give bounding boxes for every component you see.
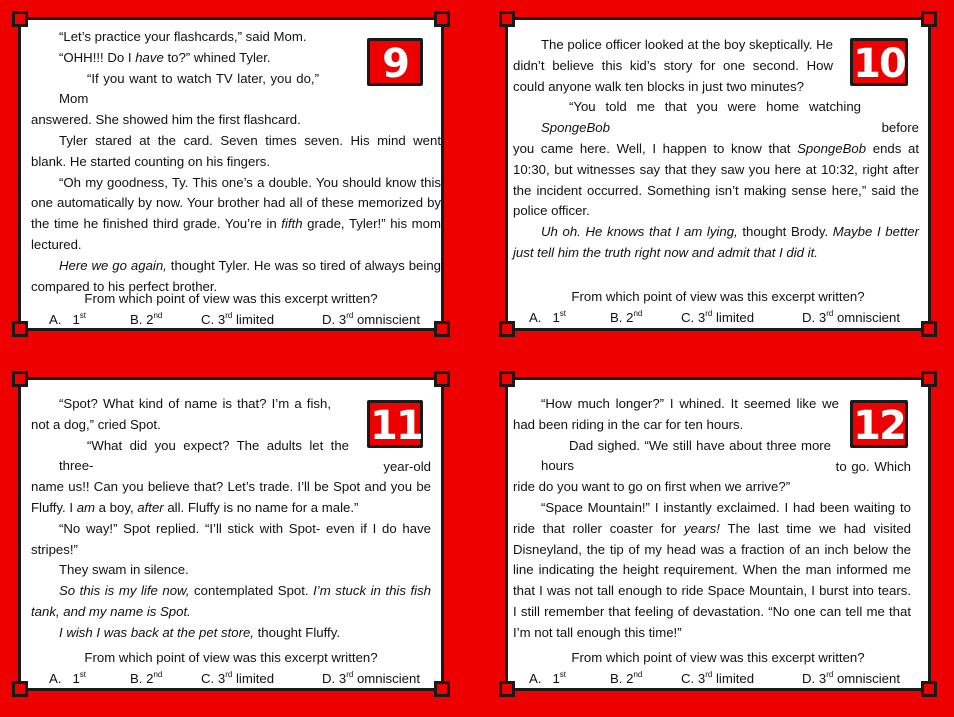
- paragraph: “Spot? What kind of name is that? I’m a fish, not a dog,” cried Spot.: [31, 396, 331, 432]
- choice-a[interactable]: A. 1st: [49, 311, 87, 327]
- answer-choices: [49, 311, 439, 331]
- question-text: From which point of view was this excerpt written?: [84, 291, 378, 306]
- corner-square: [12, 371, 28, 387]
- choice-c[interactable]: C. 3rd limited: [201, 311, 275, 327]
- card-number-badge: 9: [367, 38, 423, 86]
- paragraph: “What did you expect? The adults let the three- year-old name us!! Can you believe that? Let’s trade. I’ll be Spot and you be Fluffy. I am a boy, after all. Fluffy is no name for a male.”: [31, 437, 431, 515]
- paragraph: The police officer looked at the boy skeptically. He didn’t believe this kid’s story for one second. How could anyone walk ten blocks in just two minutes?: [513, 37, 833, 94]
- task-card-12: [505, 377, 931, 691]
- paragraph: Tyler stared at the card. Seven times seven. His mind went blank. He started counting on his fingers.: [31, 132, 441, 169]
- corner-square: [434, 11, 450, 27]
- corner-square: [921, 11, 937, 27]
- choice-d[interactable]: D. 3rd omniscient: [802, 309, 901, 325]
- paragraph: “OHH!!! Do I have to?” whined Tyler.: [59, 49, 271, 65]
- corner-square: [499, 371, 515, 387]
- choice-d[interactable]: D. 3rd omniscient: [802, 670, 901, 686]
- paragraph: Uh oh. He knows that I am lying, thought Brody. Maybe I better just tell him the truth right now and admit that I did it.: [513, 224, 920, 260]
- choice-c[interactable]: C. 3rd limited: [681, 670, 755, 686]
- story-excerpt: [31, 27, 441, 297]
- paragraph: They swam in silence.: [59, 562, 189, 578]
- card-number-badge: 12: [850, 400, 908, 448]
- choice-b[interactable]: B. 2nd: [130, 311, 163, 327]
- corner-square: [434, 371, 450, 387]
- choice-a[interactable]: A. 1st: [49, 670, 87, 686]
- choice-b[interactable]: B. 2nd: [610, 670, 643, 686]
- task-card-9: [18, 17, 444, 331]
- choice-b[interactable]: B. 2nd: [610, 309, 643, 325]
- choice-d[interactable]: D. 3rd omniscient: [322, 311, 421, 327]
- question-text: From which point of view was this excerpt written?: [84, 650, 378, 665]
- answer-choices: [49, 670, 439, 690]
- paragraph: “If you want to watch TV later, you do,” Mom answered. She showed him the first flashcard.: [31, 70, 319, 128]
- story-excerpt: [513, 35, 919, 264]
- task-card-10: [505, 17, 931, 331]
- choice-a[interactable]: A. 1st: [529, 309, 567, 325]
- paragraph: “How much longer?” I whined. It seemed like we had been riding in the car for ten hours.: [513, 396, 839, 432]
- paragraph: “Oh my goodness, Ty. This one’s a double. You should know this one automatically by now. Your brother had all of these memorized by the time he finished third grade. You’re in fifth grade, Tyler!” his mom lectured.: [31, 174, 441, 252]
- paragraph: “Space Mountain!” I instantly exclaimed. I had been waiting to ride that roller coaster for years! The last time we had visited Disneyland, the tip of my head was a fraction of an inch below the line indicating the height requirement. When the man informed me that I was not tall enough to ride Space Mountain, I burst into tears. I still remember that feeling of devastation. “No one can tell me that I’m not tall enough this time!”: [513, 499, 911, 640]
- task-card-11: [18, 377, 444, 691]
- corner-square: [921, 371, 937, 387]
- answer-choices: [529, 670, 924, 690]
- choice-a[interactable]: A. 1st: [529, 670, 567, 686]
- corner-square: [12, 321, 28, 337]
- corner-square: [499, 11, 515, 27]
- story-excerpt: [513, 394, 911, 644]
- question-text: From which point of view was this excerpt written?: [571, 289, 865, 304]
- card-number-badge: 10: [850, 38, 908, 86]
- corner-square: [499, 681, 515, 697]
- paragraph: “Let’s practice your flashcards,” said Mom.: [59, 29, 307, 44]
- choice-b[interactable]: B. 2nd: [130, 670, 163, 686]
- choice-d[interactable]: D. 3rd omniscient: [322, 670, 421, 686]
- choice-c[interactable]: C. 3rd limited: [201, 670, 275, 686]
- corner-square: [499, 321, 515, 337]
- story-excerpt: [31, 394, 431, 644]
- answer-choices: [529, 309, 924, 329]
- paragraph: So this is my life now, contemplated Spot. I’m stuck in this fish tank, and my name is Spot.: [31, 583, 431, 619]
- paragraph: “No way!” Spot replied. “I’ll stick with Spot- even if I do have stripes!”: [31, 520, 431, 557]
- paragraph: Dad sighed. “We still have about three more hours to go. Which ride do you want to go on first when we arrive?”: [513, 437, 911, 495]
- paragraph: I wish I was back at the pet store, thought Fluffy.: [59, 624, 340, 640]
- corner-square: [12, 681, 28, 697]
- choice-c[interactable]: C. 3rd limited: [681, 309, 755, 325]
- paragraph: “You told me that you were home watching SpongeBob before you came here. Well, I happen to know that SpongeBob ends at 10:30, but witnesses say that they saw you here at 10:32, right after the incident occurred. Something isn’t making sense here,” said the police officer.: [513, 99, 919, 219]
- corner-square: [12, 11, 28, 27]
- paragraph: Here we go again, thought Tyler. He was so tired of always being compared to his perfect brother.: [31, 257, 441, 294]
- card-number-badge: 11: [367, 400, 423, 448]
- question-text: From which point of view was this excerpt written?: [571, 650, 865, 665]
